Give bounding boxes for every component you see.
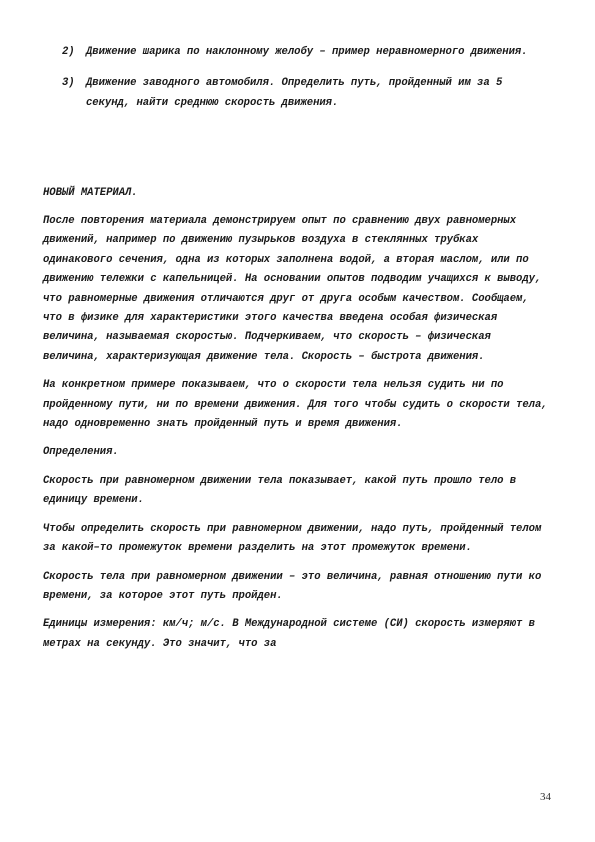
- list-item: [58, 42, 538, 63]
- list-item-number: 3): [62, 76, 75, 89]
- page-number: 34: [540, 791, 551, 803]
- paragraph: Чтобы определить скорость при равномерном движении, надо путь, пройденный телом за какой–то промежуток времени разделить на этот промежуток времени.: [43, 522, 542, 555]
- paragraph: На конкретном примере показываем, что о скорости тела нельзя судить ни по пройденному пути, ни по времени движения. Для того чтобы судить о скорости тела, надо одновременно знать пройденный путь и время движения.: [43, 379, 548, 431]
- paragraph: После повторения материала демонстрируем опыт по сравнению двух равномерных движений, например по движению пузырьков воздуха в стеклянных трубках одинакового сечения, одна из которых заполнена водой, а вторая маслом, или по движению тележки с капельницей. На основании опытов подводим учащихся к выводу, что равномерные движения отличаются друг от друга особым качеством. Сообщаем, что в физике для характеристики этого качества введена особая физическая величина, называемая скоростью. Подчеркиваем, что скорость – физическая величина, характеризующая движение тела. Скорость – быстрота движения.: [43, 215, 542, 363]
- paragraph: Единицы измерения: км/ч; м/с. В Международной системе (СИ) скорость измеряют в метрах на секунду. Это значит, что за: [43, 618, 535, 650]
- section-heading: НОВЫЙ МАТЕРИАЛ.: [43, 187, 138, 199]
- body-text: [43, 212, 553, 663]
- list-item-text: Движение шарика по наклонному желобу – пример неравномерного движения.: [86, 46, 528, 58]
- list-item-text: Движение заводного автомобиля. Определить путь, пройденный им за 5 секунд, найти среднюю скорость движения.: [86, 76, 503, 109]
- list-item-number: 2): [62, 46, 75, 58]
- paragraph: Скорость тела при равномерном движении – это величина, равная отношению пути ко времени, за которое этот путь пройден.: [43, 570, 542, 602]
- paragraph: Скорость при равномерном движении тела показывает, какой путь прошло тело в единицу времени.: [43, 474, 517, 507]
- numbered-list: [58, 42, 538, 124]
- paragraph: Определения.: [43, 446, 119, 459]
- list-item: [58, 73, 538, 114]
